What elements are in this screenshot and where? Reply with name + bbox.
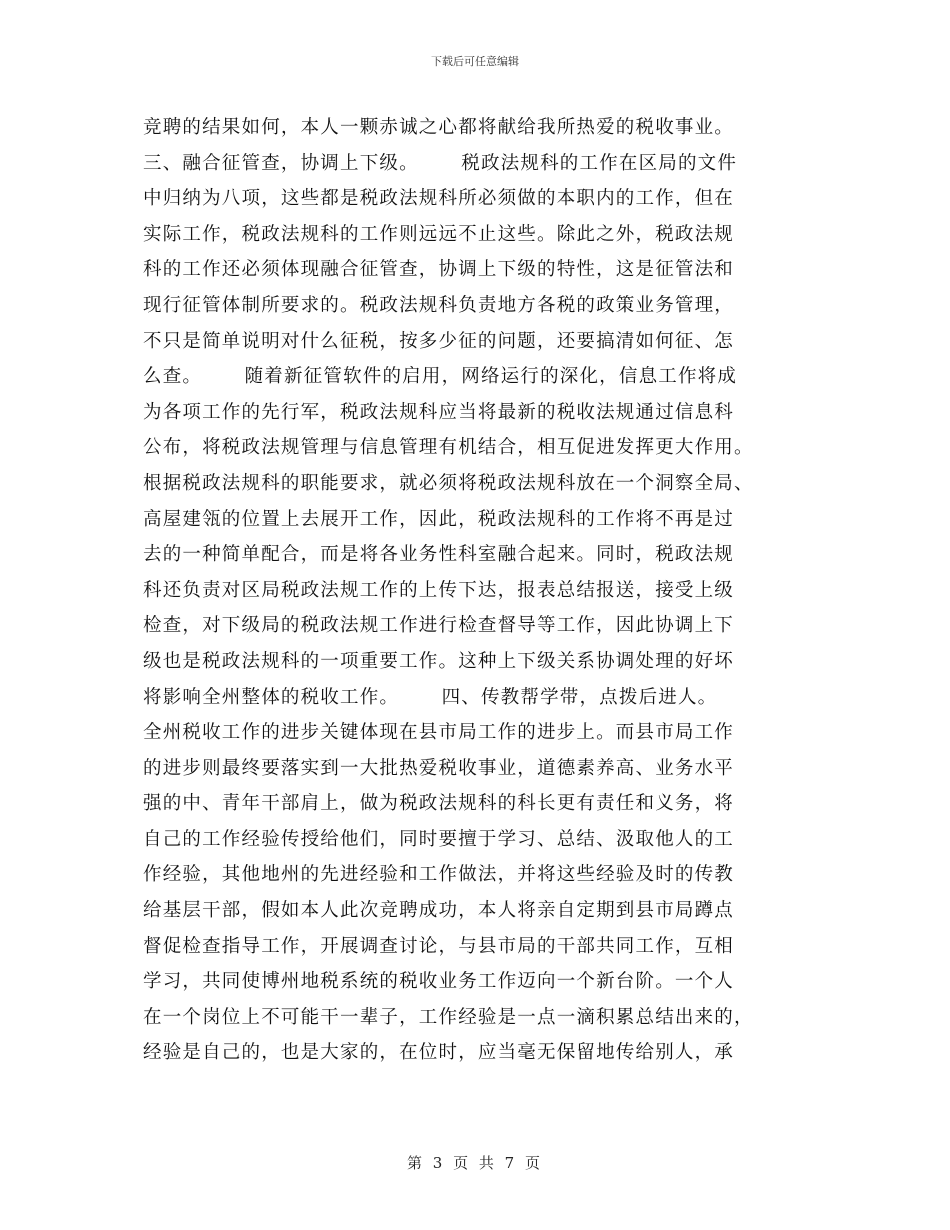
body-line: 科还负责对区局税政法规工作的上传下达，报表总结报送，接受上级 xyxy=(143,579,735,601)
body-line: 级也是税政法规科的一项重要工作。这种上下级关系协调处理的好坏 xyxy=(143,650,735,672)
body-line: 的进步则最终要落实到一大批热爱税收事业，道德素养高、业务水平 xyxy=(143,757,735,779)
body-line: 实际工作，税政法规科的工作则远远不止这些。除此之外，税政法规 xyxy=(143,223,735,245)
body-line: 三、融合征管查，协调上下级。 税政法规科的工作在区局的文件 xyxy=(143,152,738,174)
body-line: 在一个岗位上不可能干一辈子，工作经验是一点一滴积累总结出来的， xyxy=(143,1006,754,1028)
body-line: 经验是自己的，也是大家的，在位时，应当毫无保留地传给别人，承 xyxy=(143,1042,735,1064)
body-line: 现行征管体制所要求的。税政法规科负责地方各税的政策业务管理， xyxy=(143,294,735,316)
body-line: 强的中、青年干部肩上，做为税政法规科的科长更有责任和义务，将 xyxy=(143,793,735,815)
body-line: 给基层干部，假如本人此次竞聘成功，本人将亲自定期到县市局蹲点 xyxy=(143,900,735,922)
body-line: 中归纳为八项，这些都是税政法规科所必须做的本职内的工作，但在 xyxy=(143,188,735,210)
body-line: 高屋建瓴的位置上去展开工作，因此，税政法规科的工作将不再是过 xyxy=(143,508,735,530)
body-line: 么查。 随着新征管软件的启用，网络运行的深化，信息工作将成 xyxy=(143,366,738,388)
body-line: 作经验，其他地州的先进经验和工作做法，并将这些经验及时的传教 xyxy=(143,864,735,886)
body-line: 检查，对下级局的税政法规工作进行检查督导等工作，因此协调上下 xyxy=(143,615,735,637)
body-line: 不只是简单说明对什么征税，按多少征的问题，还要搞清如何征、怎 xyxy=(143,330,735,352)
body-line: 竞聘的结果如何，本人一颗赤诚之心都将献给我所热爱的税收事业。 xyxy=(143,117,735,138)
body-line: 根据税政法规科的职能要求，就必须将税政法规科放在一个洞察全局、 xyxy=(143,472,754,494)
body-line: 将影响全州整体的税收工作。 四、传教帮学带，点拨后进人。 xyxy=(143,686,718,708)
body-line: 督促检查指导工作，开展调查讨论，与县市局的干部共同工作，互相 xyxy=(143,935,735,957)
page-header-note: 下载后可任意编辑 xyxy=(431,55,519,68)
body-line: 全州税收工作的进步关键体现在县市局工作的进步上。而县市局工作 xyxy=(143,722,735,744)
page-number: 第 3 页 共 7 页 xyxy=(407,1154,543,1172)
body-line: 学习，共同使博州地税系统的税收业务工作迈向一个新台阶。一个人 xyxy=(143,971,735,993)
body-line: 去的一种简单配合，而是将各业务性科室融合起来。同时，税政法规 xyxy=(143,544,735,566)
body-line: 科的工作还必须体现融合征管查，协调上下级的特性，这是征管法和 xyxy=(143,259,735,281)
body-line: 公布，将税政法规管理与信息管理有机结合，相互促进发挥更大作用。 xyxy=(143,437,754,459)
body-line: 自己的工作经验传授给他们，同时要擅于学习、总结、汲取他人的工 xyxy=(143,828,735,850)
body-line: 为各项工作的先行军，税政法规科应当将最新的税收法规通过信息科 xyxy=(143,401,735,423)
document-body xyxy=(143,110,811,1071)
